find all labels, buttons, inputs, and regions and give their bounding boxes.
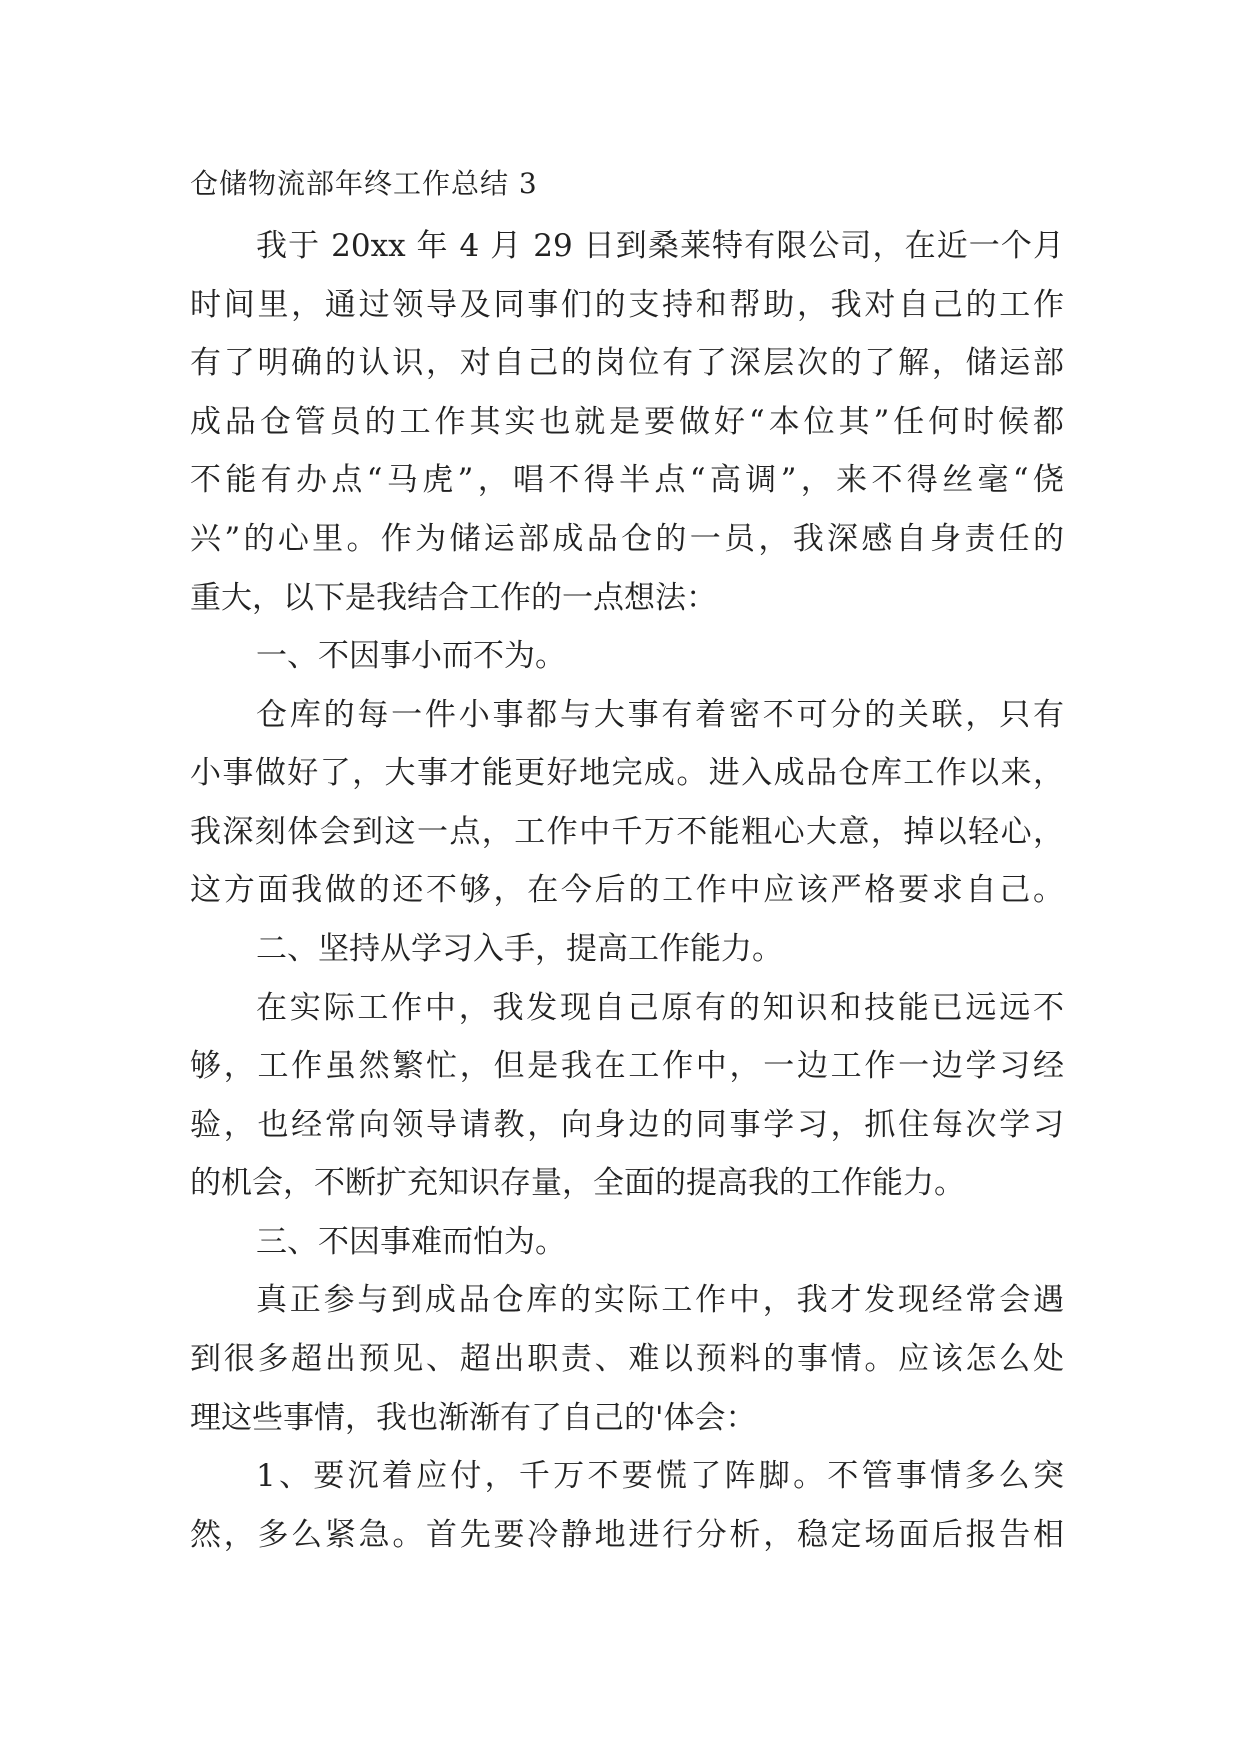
text-line: 1、要沉着应付，千万不要慌了阵脚。不管事情多么突 bbox=[256, 1458, 1064, 1494]
text-line: 在实际工作中，我发现自己原有的知识和技能已远远不 bbox=[256, 990, 1064, 1026]
text-line: 小事做好了，大事才能更好地完成。进入成品仓库工作以来， bbox=[190, 755, 1064, 791]
section-heading: 三、不因事难而怕为。 bbox=[256, 1224, 566, 1260]
section-heading: 一、不因事小而不为。 bbox=[256, 638, 566, 674]
text-line: 兴”的心里。作为储运部成品仓的一员，我深感自身责任的 bbox=[190, 521, 1064, 557]
document-title: 仓储物流部年终工作总结 3 bbox=[190, 167, 538, 200]
text-line: 验，也经常向领导请教，向身边的同事学习，抓住每次学习 bbox=[190, 1107, 1064, 1143]
text-line: 的机会，不断扩充知识存量，全面的提高我的工作能力。 bbox=[190, 1165, 965, 1201]
text-line: 理这些事情，我也渐渐有了自己的'体会： bbox=[190, 1400, 757, 1436]
text-line: 我深刻体会到这一点，工作中千万不能粗心大意，掉以轻心， bbox=[190, 814, 1064, 850]
text-line: 仓库的每一件小事都与大事有着密不可分的关联，只有 bbox=[256, 697, 1064, 733]
text-line: 重大，以下是我结合工作的一点想法： bbox=[190, 580, 717, 616]
text-line: 有了明确的认识，对自己的岗位有了深层次的了解，储运部 bbox=[190, 345, 1064, 381]
text-line: 这方面我做的还不够，在今后的工作中应该严格要求自己。 bbox=[190, 872, 1064, 908]
text-line: 然，多么紧急。首先要冷静地进行分析，稳定场面后报告相 bbox=[190, 1517, 1064, 1553]
text-line: 够，工作虽然繁忙，但是我在工作中，一边工作一边学习经 bbox=[190, 1048, 1064, 1084]
text-line: 真正参与到成品仓库的实际工作中，我才发现经常会遇 bbox=[256, 1282, 1064, 1318]
text-line: 我于 20xx 年 4 月 29 日到桑莱特有限公司，在近一个月 bbox=[256, 228, 1064, 264]
text-line: 不能有办点“马虎”，唱不得半点“高调”，来不得丝毫“侥 bbox=[190, 462, 1064, 498]
text-line: 时间里，通过领导及同事们的支持和帮助，我对自己的工作 bbox=[190, 287, 1064, 323]
text-line: 成品仓管员的工作其实也就是要做好“本位其”任何时候都 bbox=[190, 404, 1064, 440]
text-line: 到很多超出预见、超出职责、难以预料的事情。应该怎么处 bbox=[190, 1341, 1064, 1377]
section-heading: 二、坚持从学习入手，提高工作能力。 bbox=[256, 931, 783, 967]
